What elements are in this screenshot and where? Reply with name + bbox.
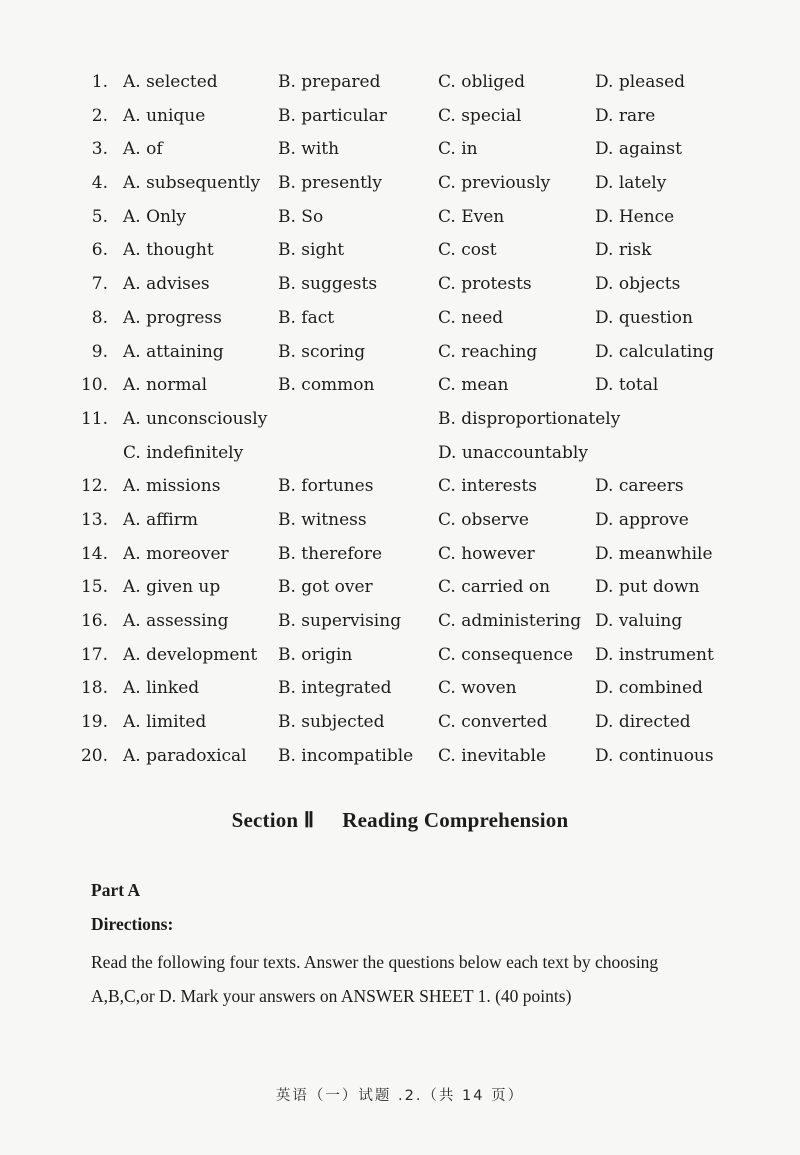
option-a: A. affirm bbox=[123, 509, 198, 530]
question-number: 5. bbox=[91, 206, 108, 227]
option-d: D. combined bbox=[595, 678, 703, 699]
question-row bbox=[80, 639, 750, 673]
option-a: A. of bbox=[123, 139, 163, 160]
option-c: C. however bbox=[438, 543, 535, 564]
question-row bbox=[90, 336, 750, 370]
option-b: B. fact bbox=[278, 307, 335, 328]
question-number: 15. bbox=[80, 577, 108, 598]
option-a: A. paradoxical bbox=[123, 745, 247, 766]
option-b: B. common bbox=[278, 375, 375, 396]
option-a: A. unique bbox=[123, 105, 206, 126]
option-a: A. missions bbox=[123, 476, 221, 497]
option-d: D. directed bbox=[595, 712, 691, 733]
question-number: 9. bbox=[91, 341, 108, 362]
question-row bbox=[80, 740, 750, 774]
option-b: B. suggests bbox=[278, 274, 378, 295]
option-b: B. integrated bbox=[278, 678, 392, 699]
question-row bbox=[90, 302, 750, 336]
question-list bbox=[80, 66, 750, 773]
option-d: D. lately bbox=[595, 173, 667, 194]
question-number: 18. bbox=[80, 678, 108, 699]
question-number: 11. bbox=[80, 408, 108, 429]
question-row bbox=[80, 369, 750, 403]
option-c: C. mean bbox=[438, 375, 509, 396]
directions-line: A,B,C,or D. Mark your answers on ANSWER SHEET 1. (40 points) bbox=[91, 985, 572, 1006]
option-d: D. against bbox=[595, 139, 682, 160]
option-c: C. special bbox=[438, 105, 522, 126]
option-a: A. attaining bbox=[123, 341, 224, 362]
question-row bbox=[80, 605, 750, 639]
question-number: 2. bbox=[91, 105, 108, 126]
question-number: 4. bbox=[91, 173, 108, 194]
option-d: D. put down bbox=[595, 577, 700, 598]
question-row bbox=[80, 672, 750, 706]
question-row bbox=[90, 201, 750, 235]
option-d: D. objects bbox=[595, 274, 681, 295]
option-b: B. therefore bbox=[278, 543, 383, 564]
option-a: A. linked bbox=[123, 678, 200, 699]
option-d: D. total bbox=[595, 375, 659, 396]
question-number: 8. bbox=[91, 307, 108, 328]
section-heading bbox=[0, 808, 800, 833]
part-heading: Part A bbox=[91, 880, 141, 900]
option-c: C. consequence bbox=[438, 644, 574, 665]
option-b: B. got over bbox=[278, 577, 373, 598]
option-d: D. approve bbox=[595, 509, 689, 530]
option-d: D. pleased bbox=[595, 72, 686, 92]
directions-text bbox=[91, 946, 731, 1013]
option-d: D. calculating bbox=[595, 341, 715, 362]
question-number: 17. bbox=[80, 644, 108, 665]
option-b: B. sight bbox=[278, 240, 345, 261]
option-c: D. unaccountably bbox=[438, 442, 588, 463]
option-b: B. So bbox=[278, 206, 324, 227]
question-number: 10. bbox=[80, 375, 108, 396]
question-number: 19. bbox=[80, 712, 108, 733]
question-row bbox=[80, 706, 750, 740]
option-a: A. advises bbox=[123, 274, 210, 295]
question-row bbox=[90, 66, 750, 100]
option-b: B. presently bbox=[278, 173, 382, 194]
option-a: A. selected bbox=[123, 72, 218, 92]
option-c: C. administering bbox=[438, 611, 582, 631]
option-d: D. rare bbox=[595, 105, 656, 126]
page-footer: 英语（一）试题 .2.（共 14 页） bbox=[275, 1088, 525, 1104]
option-d: D. continuous bbox=[595, 745, 714, 766]
option-d: D. risk bbox=[595, 240, 652, 261]
option-a: C. indefinitely bbox=[123, 442, 244, 463]
option-d: D. Hence bbox=[595, 206, 675, 227]
directions-line: Read the following four texts. Answer the questions below each text by choosing bbox=[91, 952, 659, 972]
question-number: 1. bbox=[91, 72, 108, 92]
option-a: A. moreover bbox=[123, 543, 229, 564]
option-c: C. in bbox=[438, 139, 478, 160]
option-c: C. Even bbox=[438, 206, 505, 227]
option-c: C. previously bbox=[438, 173, 551, 194]
question-number: 6. bbox=[91, 240, 108, 261]
option-b: B. subjected bbox=[278, 712, 385, 733]
option-b: B. particular bbox=[278, 105, 387, 126]
option-a: A. limited bbox=[123, 712, 207, 733]
option-d: D. valuing bbox=[595, 611, 683, 631]
option-c: C. interests bbox=[438, 476, 537, 497]
question-row bbox=[90, 437, 750, 471]
option-c: C. reaching bbox=[438, 341, 538, 362]
option-c: B. disproportionately bbox=[438, 408, 621, 429]
question-row bbox=[80, 538, 750, 572]
option-b: B. with bbox=[278, 139, 340, 160]
question-number: 13. bbox=[80, 509, 108, 530]
question-number: 12. bbox=[80, 476, 108, 497]
question-row bbox=[80, 571, 750, 605]
option-d: D. careers bbox=[595, 476, 684, 497]
option-c: C. observe bbox=[438, 509, 529, 530]
option-b: B. fortunes bbox=[278, 476, 374, 497]
option-b: B. incompatible bbox=[278, 745, 414, 766]
option-a: A. Only bbox=[123, 206, 187, 227]
option-c: C. inevitable bbox=[438, 745, 547, 766]
option-a: A. normal bbox=[123, 375, 208, 396]
question-row bbox=[90, 133, 750, 167]
option-d: D. question bbox=[595, 307, 693, 328]
option-c: C. need bbox=[438, 307, 504, 328]
option-a: A. unconsciously bbox=[123, 408, 268, 429]
option-c: C. carried on bbox=[438, 577, 551, 598]
option-c: C. converted bbox=[438, 712, 548, 733]
question-number: 7. bbox=[91, 274, 108, 295]
option-b: B. witness bbox=[278, 509, 367, 530]
question-number: 3. bbox=[91, 139, 108, 160]
option-a: A. development bbox=[123, 644, 258, 665]
option-d: D. meanwhile bbox=[595, 543, 713, 564]
section-label: Section Ⅱ bbox=[231, 808, 315, 832]
option-a: A. thought bbox=[123, 240, 214, 261]
question-row bbox=[80, 470, 750, 504]
section-title-text: Reading Comprehension bbox=[342, 808, 569, 832]
option-b: B. prepared bbox=[278, 72, 381, 92]
option-b: B. origin bbox=[278, 644, 353, 665]
option-b: B. supervising bbox=[278, 611, 402, 631]
option-b: B. scoring bbox=[278, 341, 366, 362]
directions-heading: Directions: bbox=[91, 914, 174, 934]
question-number: 20. bbox=[80, 745, 108, 766]
option-a: A. progress bbox=[123, 307, 222, 328]
option-a: A. given up bbox=[123, 577, 221, 598]
question-row bbox=[90, 100, 750, 134]
option-c: C. obliged bbox=[438, 72, 526, 92]
option-d: D. instrument bbox=[595, 644, 714, 665]
question-row bbox=[80, 504, 750, 538]
question-row bbox=[90, 167, 750, 201]
question-row bbox=[80, 403, 750, 437]
option-c: C. woven bbox=[438, 678, 517, 699]
option-a: A. subsequently bbox=[123, 173, 261, 194]
option-c: C. protests bbox=[438, 274, 532, 295]
question-row bbox=[90, 268, 750, 302]
question-number: 14. bbox=[80, 543, 108, 564]
option-a: A. assessing bbox=[123, 611, 229, 631]
question-row bbox=[90, 234, 750, 268]
option-c: C. cost bbox=[438, 240, 497, 261]
question-number: 16. bbox=[80, 611, 108, 631]
